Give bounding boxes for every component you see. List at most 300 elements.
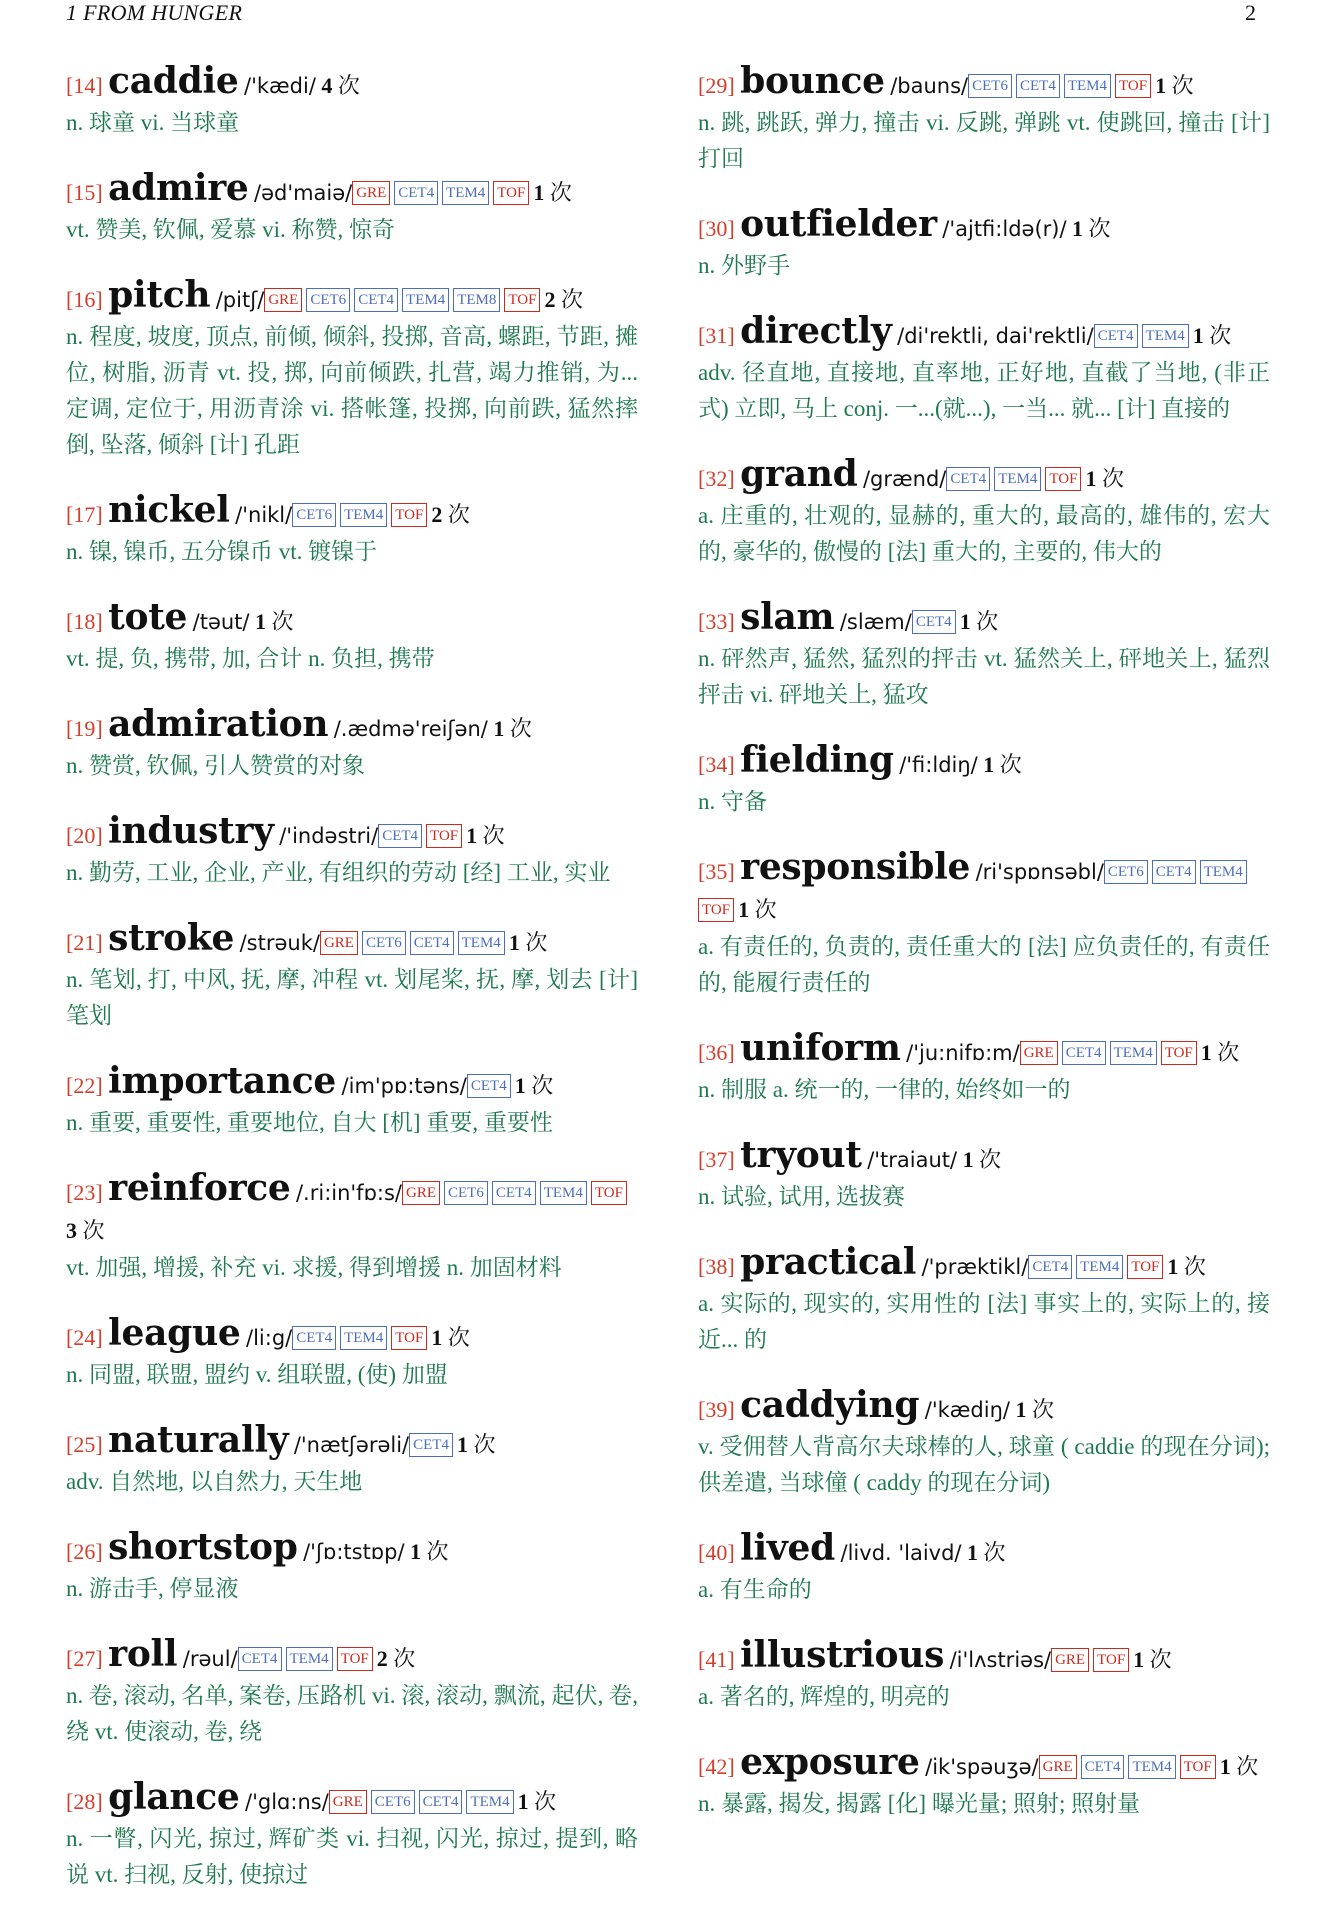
exam-tag: CET4 [912,610,956,634]
left-column [66,62,638,1921]
definition: n. 球童 vi. 当球童 [66,110,240,135]
definition: n. 镍, 镍币, 五分镍币 vt. 镀镍于 [66,539,378,564]
entry-index: [18] [66,609,103,634]
exam-tag: GRE [402,1181,440,1205]
definition: v. 受佣替人背高尔夫球棒的人, 球童 ( caddie 的现在分词); 供差遣, 当球僮 ( caddy 的现在分词) [698,1434,1270,1495]
entry-index: [40] [698,1540,735,1565]
count-number: 1 [1085,466,1097,491]
headword: responsible [740,846,971,888]
definition: n. 制服 a. 统一的, 一律的, 始终如一的 [698,1077,1071,1102]
headword: lived [740,1527,836,1569]
count-suffix: 次 [473,1432,496,1457]
definition: n. 程度, 坡度, 顶点, 前倾, 倾斜, 投掷, 音高, 螺距, 节距, 摊位, 树脂, 沥青 vt. 投, 掷, 向前倾跌, 扎营, 竭力推销, 为... 定调, 定位于, 用沥青涂 vi. 搭帐篷, 投掷, 向前跌, 猛然摔倒, 坠落, 倾斜 [计] 孔距 [66,324,638,457]
phonetic: /təut/ [192,610,250,634]
count-number: 1 [431,1325,443,1350]
entry-index: [25] [66,1432,103,1457]
definition: a. 有责任的, 负责的, 责任重大的 [法] 应负责任的, 有责任的, 能履行责任的 [698,934,1270,995]
headword: uniform [740,1027,901,1069]
exam-tag: CET4 [354,288,398,312]
entry-headline [66,62,638,105]
occurrence-count [431,502,470,527]
count-suffix: 次 [754,897,777,922]
vocab-entry [66,491,638,570]
entry-index: [32] [698,466,735,491]
definition: n. 赞赏, 钦佩, 引人赞赏的对象 [66,753,365,778]
occurrence-count [1193,323,1232,348]
definition: a. 实际的, 现实的, 实用性的 [法] 事实上的, 实际上的, 接近... 的 [698,1291,1270,1352]
occurrence-count [410,1539,449,1564]
count-number: 1 [514,1073,526,1098]
vocab-entry [698,1243,1270,1358]
headword: tote [108,596,188,638]
entry-headline [698,741,1270,784]
phonetic: /'nætʃərəli/ [293,1433,410,1457]
entry-index: [27] [66,1646,103,1671]
exam-tag: GRE [264,288,302,312]
phonetic: /'traiaut/ [867,1148,958,1172]
entry-index: [20] [66,823,103,848]
exam-tag: TEM4 [442,181,489,205]
exam-tag: CET4 [292,1326,336,1350]
phonetic: /grænd/ [862,467,947,491]
occurrence-count [1155,73,1194,98]
vocab-entry [66,1314,638,1393]
vocab-entry [66,1421,638,1500]
vocab-entry [698,1743,1270,1822]
definition: n. 卷, 滚动, 名单, 案卷, 压路机 vi. 滚, 滚动, 飘流, 起伏, 卷, 绕 vt. 使滚动, 卷, 绕 [66,1683,638,1744]
count-number: 1 [456,1432,468,1457]
phonetic: /i'lʌstriəs/ [949,1648,1052,1672]
phonetic: /slæm/ [839,610,912,634]
occurrence-count [738,897,777,922]
entry-index: [42] [698,1754,735,1779]
occurrence-count [533,180,572,205]
occurrence-count [1085,466,1124,491]
occurrence-count [466,823,505,848]
occurrence-count [1015,1397,1054,1422]
vocab-entry [698,848,1270,1001]
vocab-entry [66,598,638,677]
headword: shortstop [108,1526,298,1568]
count-number: 1 [983,752,995,777]
occurrence-count [377,1646,416,1671]
entry-headline [698,1529,1270,1572]
headword: pitch [108,274,211,316]
exam-tag: TEM4 [466,1790,513,1814]
entry-index: [23] [66,1180,103,1205]
entry-headline [66,812,638,855]
phonetic: /livd. 'laivd/ [840,1541,962,1565]
exam-tag: TOF [504,288,540,312]
phonetic: /rəul/ [182,1647,238,1671]
exam-tag: CET4 [394,181,438,205]
phonetic: /im'pɒ:təns/ [341,1074,467,1098]
headword: reinforce [108,1167,291,1209]
count-suffix: 次 [534,1789,557,1814]
exam-tag: CET6 [362,931,406,955]
vocab-entry [698,455,1270,570]
count-suffix: 次 [1171,73,1194,98]
page-number: 2 [1245,0,1256,25]
exam-tag: TOF [1115,74,1151,98]
entry-index: [22] [66,1073,103,1098]
exam-tag: TEM4 [340,503,387,527]
headword: bounce [740,60,885,102]
exam-tag: TOF [426,824,462,848]
occurrence-count [431,1325,470,1350]
occurrence-count [963,1147,1002,1172]
count-number: 1 [1155,73,1167,98]
count-number: 1 [967,1540,979,1565]
definition: n. 笔划, 打, 中风, 抚, 摩, 冲程 vt. 划尾桨, 抚, 摩, 划去 [计] 笔划 [66,967,638,1028]
exam-tag: TOF [1127,1255,1163,1279]
phonetic: /'ajtfi:ldə(r)/ [942,217,1067,241]
headword: illustrious [740,1634,945,1676]
exam-tag: CET4 [467,1074,511,1098]
occurrence-count [967,1540,1006,1565]
entry-headline [66,919,638,962]
count-suffix: 次 [482,823,505,848]
count-suffix: 次 [983,1540,1006,1565]
headword: grand [740,453,858,495]
count-number: 1 [738,897,750,922]
occurrence-count [493,716,532,741]
vocab-entry [698,1386,1270,1501]
count-suffix: 次 [1088,216,1111,241]
entry-index: [17] [66,502,103,527]
count-suffix: 次 [549,180,572,205]
occurrence-count [518,1789,557,1814]
vocab-entry [698,1029,1270,1108]
phonetic: /bauns/ [890,74,969,98]
exam-tag: CET4 [419,1790,463,1814]
exam-tag: CET4 [1062,1041,1106,1065]
entry-headline [698,1386,1270,1429]
headword: practical [740,1241,917,1283]
exam-tag: TEM4 [340,1326,387,1350]
vocab-entry [66,919,638,1034]
phonetic: /pitʃ/ [215,288,265,312]
count-number: 1 [508,930,520,955]
occurrence-count [255,609,294,634]
count-number: 1 [517,1789,529,1814]
chapter-title: 1 FROM HUNGER [66,0,243,25]
definition: a. 著名的, 辉煌的, 明亮的 [698,1684,950,1709]
phonetic: /'glɑ:ns/ [245,1790,329,1814]
occurrence-count [983,752,1022,777]
definition: n. 试验, 试用, 选拔赛 [698,1184,905,1209]
headword: roll [108,1633,178,1675]
exam-tag: TEM4 [458,931,505,955]
phonetic: /'kædiŋ/ [924,1398,1010,1422]
exam-tag: TEM4 [1200,860,1247,884]
exam-tag: GRE [1020,1041,1058,1065]
exam-tag: TOF [1180,1755,1216,1779]
count-suffix: 次 [271,609,294,634]
exam-tag: CET6 [371,1790,415,1814]
definition: vt. 加强, 增援, 补充 vi. 求援, 得到增援 n. 加固材料 [66,1255,562,1280]
occurrence-count [1220,1754,1259,1779]
definition: n. 暴露, 揭发, 揭露 [化] 曝光量; 照射; 照射量 [698,1791,1141,1816]
exam-tag: GRE [320,931,358,955]
definition: vt. 提, 负, 携带, 加, 合计 n. 负担, 携带 [66,646,435,671]
entry-index: [30] [698,216,735,241]
exam-tag: TEM4 [1064,74,1111,98]
entry-index: [35] [698,859,735,884]
phonetic: /di'rektli, dai'rektli/ [897,324,1094,348]
vocab-entry [698,205,1270,284]
exam-tag: TOF [1045,467,1081,491]
headword: slam [740,596,835,638]
vocab-entry [698,1136,1270,1215]
headword: admiration [108,703,329,745]
count-number: 1 [1167,1254,1179,1279]
exam-tag: CET4 [1028,1255,1072,1279]
headword: admire [108,167,249,209]
headword: nickel [108,489,230,531]
count-suffix: 次 [393,1646,416,1671]
occurrence-count [66,1218,105,1243]
exam-tag: TEM4 [402,288,449,312]
definition: a. 庄重的, 壮观的, 显赫的, 重大的, 最高的, 雄伟的, 宏大的, 豪华的, 傲慢的 [法] 重大的, 主要的, 伟大的 [698,503,1270,564]
count-number: 1 [1219,1754,1231,1779]
vocab-entry [66,705,638,784]
definition: n. 一瞥, 闪光, 掠过, 辉矿类 vi. 扫视, 闪光, 掠过, 提到, 略说 vt. 扫视, 反射, 使掠过 [66,1826,638,1887]
count-number: 1 [255,609,266,634]
headword: naturally [108,1419,289,1461]
exam-tag: CET6 [292,503,336,527]
entry-headline [66,1062,638,1105]
entry-headline [698,205,1270,248]
occurrence-count [515,1073,554,1098]
count-number: 2 [431,502,443,527]
vocab-entry [66,169,638,248]
count-number: 1 [1072,216,1084,241]
occurrence-count [1201,1040,1240,1065]
entry-headline [66,1635,638,1678]
exam-tag: TEM4 [1076,1255,1123,1279]
count-number: 1 [1192,323,1204,348]
entry-headline [698,312,1270,355]
exam-tag: CET4 [946,467,990,491]
page-header [66,0,1256,30]
occurrence-count [1072,216,1111,241]
phonetic: /ri'spɒnsəbl/ [975,860,1104,884]
occurrence-count [1133,1647,1172,1672]
definition: n. 游击手, 停显液 [66,1576,239,1601]
exam-tag: CET4 [410,931,454,955]
vocab-entry [698,1529,1270,1608]
count-suffix: 次 [1149,1647,1172,1672]
phonetic: /'præktikl/ [921,1255,1029,1279]
entry-headline [66,598,638,641]
entry-headline [698,62,1270,105]
exam-tag: CET4 [409,1433,453,1457]
count-suffix: 次 [447,502,470,527]
exam-tag: TEM4 [540,1181,587,1205]
headword: caddie [108,60,239,102]
headword: importance [108,1060,337,1102]
vocab-entry [66,1528,638,1607]
entry-index: [28] [66,1789,103,1814]
phonetic: /'ju:nifɒ:m/ [906,1041,1020,1065]
entry-headline [66,1169,638,1250]
count-suffix: 次 [82,1218,105,1243]
entry-index: [36] [698,1040,735,1065]
headword: directly [740,310,892,352]
vocab-entry [698,62,1270,177]
entry-index: [33] [698,609,735,634]
definition: n. 勤劳, 工业, 企业, 产业, 有组织的劳动 [经] 工业, 实业 [66,860,611,885]
exam-tag: CET4 [378,824,422,848]
definition: adv. 自然地, 以自然力, 天生地 [66,1469,363,1494]
exam-tag: GRE [329,1790,367,1814]
occurrence-count [1167,1254,1206,1279]
entry-index: [31] [698,323,735,348]
count-suffix: 次 [1209,323,1232,348]
count-suffix: 次 [1183,1254,1206,1279]
definition: n. 守备 [698,789,767,814]
phonetic: /'nikl/ [235,503,293,527]
vocab-entry [66,1635,638,1750]
phonetic: /'indəstri/ [279,824,379,848]
entry-index: [14] [66,73,103,98]
phonetic: /'kædi/ [244,74,316,98]
exam-tag: TOF [337,1647,373,1671]
exam-tag: TOF [391,1326,427,1350]
vocab-entry [66,812,638,891]
exam-tag: TOF [698,898,734,922]
entry-headline [698,1029,1270,1072]
entry-index: [38] [698,1254,735,1279]
vocab-entry [66,276,638,463]
exam-tag: CET4 [1094,324,1138,348]
headword: tryout [740,1134,862,1176]
entry-index: [29] [698,73,735,98]
count-suffix: 次 [447,1325,470,1350]
entry-index: [37] [698,1147,735,1172]
vocab-entry [66,62,638,141]
count-suffix: 次 [976,609,999,634]
exam-tag: GRE [1039,1755,1077,1779]
entry-headline [698,1636,1270,1679]
headword: glance [108,1776,240,1818]
phonetic: /'fi:ldiŋ/ [899,753,978,777]
phonetic: /ik'spəuʒə/ [925,1755,1039,1779]
vocab-entry [698,312,1270,427]
vocab-entry [66,1778,638,1893]
exam-tag: TOF [1161,1041,1197,1065]
entry-headline [66,705,638,748]
exam-tag: TOF [591,1181,627,1205]
definition: n. 同盟, 联盟, 盟约 v. 组联盟, (使) 加盟 [66,1362,448,1387]
count-number: 2 [376,1646,388,1671]
occurrence-count [509,930,548,955]
entry-index: [19] [66,716,103,741]
entry-headline [66,1421,638,1464]
exam-tag: CET4 [1152,860,1196,884]
count-suffix: 次 [509,716,532,741]
entry-index: [16] [66,287,103,312]
entry-index: [39] [698,1397,735,1422]
definition: adv. 径直地, 直接地, 直率地, 正好地, 直截了当地, (非正式) 立即, 马上 conj. 一...(就...), 一当... 就... [计] 直接的 [698,360,1270,421]
headword: stroke [108,917,235,959]
count-suffix: 次 [1031,1397,1054,1422]
phonetic: /əd'maiə/ [254,181,353,205]
exam-tag: TEM4 [1110,1041,1157,1065]
entry-headline [698,1743,1270,1786]
occurrence-count [321,73,360,98]
definition: vt. 赞美, 钦佩, 爱慕 vi. 称赞, 惊奇 [66,217,396,242]
entry-headline [66,491,638,534]
phonetic: /'ʃɒ:tstɒp/ [303,1540,405,1564]
exam-tag: GRE [352,181,390,205]
exam-tag: TEM4 [286,1647,333,1671]
entry-index: [15] [66,180,103,205]
count-suffix: 次 [426,1539,449,1564]
entry-headline [698,455,1270,498]
count-number: 1 [1133,1647,1145,1672]
count-number: 1 [962,1147,974,1172]
definition: n. 跳, 跳跃, 弹力, 撞击 vi. 反跳, 弹跳 vt. 使跳回, 撞击 [计] 打回 [698,110,1270,171]
count-number: 1 [493,716,505,741]
count-number: 2 [544,287,556,312]
occurrence-count [960,609,999,634]
entry-index: [34] [698,752,735,777]
exam-tag: TEM4 [994,467,1041,491]
count-number: 3 [66,1218,77,1243]
exam-tag: TOF [391,503,427,527]
count-number: 1 [959,609,971,634]
headword: exposure [740,1741,920,1783]
count-number: 1 [1015,1397,1027,1422]
headword: fielding [740,739,894,781]
vocab-entry [66,1062,638,1141]
entry-headline [66,276,638,319]
entry-index: [41] [698,1647,735,1672]
vocab-entry [698,1636,1270,1715]
exam-tag: TEM4 [1142,324,1189,348]
occurrence-count [457,1432,496,1457]
exam-tag: GRE [1051,1648,1089,1672]
exam-tag: CET4 [1016,74,1060,98]
count-suffix: 次 [1236,1754,1259,1779]
exam-tag: CET4 [1081,1755,1125,1779]
count-suffix: 次 [1217,1040,1240,1065]
exam-tag: TEM4 [1128,1755,1175,1779]
count-number: 1 [410,1539,422,1564]
entry-headline [66,1778,638,1821]
count-suffix: 次 [560,287,583,312]
count-suffix: 次 [531,1073,554,1098]
phonetic: /.ri:in'fɒ:s/ [295,1181,402,1205]
count-suffix: 次 [525,930,548,955]
count-suffix: 次 [1101,466,1124,491]
exam-tag: CET4 [238,1647,282,1671]
exam-tag: CET4 [492,1181,536,1205]
exam-tag: TEM8 [453,288,500,312]
phonetic: /strəuk/ [239,931,320,955]
count-suffix: 次 [337,73,360,98]
phonetic: /li:g/ [246,1326,293,1350]
entry-index: [26] [66,1539,103,1564]
right-column [698,62,1270,1850]
exam-tag: TOF [493,181,529,205]
entry-headline [66,169,638,212]
entry-headline [698,848,1270,929]
exam-tag: CET6 [968,74,1012,98]
exam-tag: CET6 [306,288,350,312]
